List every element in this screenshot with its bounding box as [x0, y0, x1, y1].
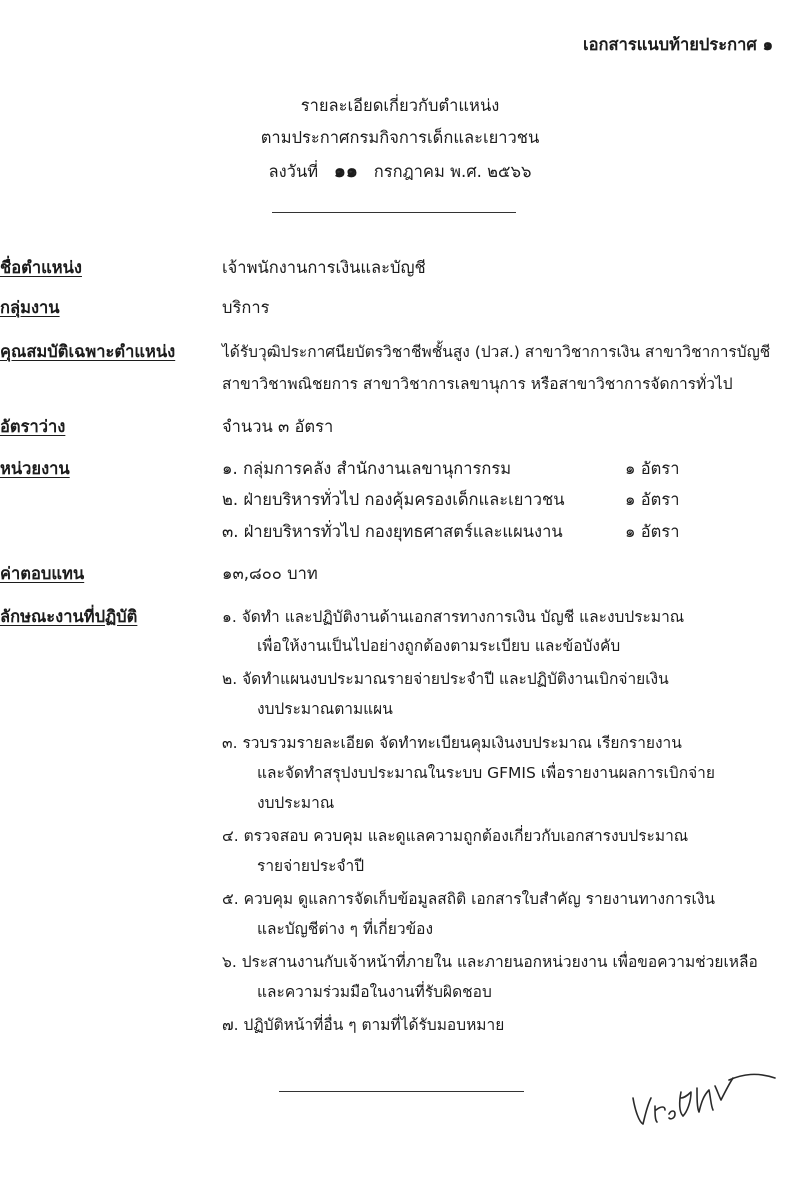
duty-item: ๒. จัดทำแผนงบประมาณรายจ่ายประจำปี และปฏิบัติงานเบิกจ่ายเงิน — [222, 670, 669, 688]
duty-item-cont: เพื่อให้งานเป็นไปอย่างถูกต้องตามระเบียบ และข้อบังคับ — [257, 637, 621, 655]
header-divider — [272, 212, 516, 213]
header-date — [0, 160, 800, 183]
duty-item: ๓. รวบรวมรายละเอียด จัดทำทะเบียนคุมเงินงบประมาณ เรียกรายงาน — [222, 734, 682, 752]
unit-name: ๒. ฝ่ายบริหารทั่วไป กองคุ้มครองเด็กและเยาวชน — [222, 490, 565, 509]
qualification-line: สาขาวิชาพณิชยการ สาขาวิชาการเลขานุการ หรือสาขาวิชาการจัดการทั่วไป — [222, 375, 733, 393]
group-value: บริการ — [222, 298, 270, 317]
handwritten-signature — [625, 1040, 785, 1130]
qualification-label: คุณสมบัติเฉพาะตำแหน่ง — [0, 342, 176, 361]
unit-name: ๓. ฝ่ายบริหารทั่วไป กองยุทธศาสตร์และแผนงาน — [222, 522, 563, 541]
date-month-year: กรกฎาคม พ.ศ. ๒๕๖๖ — [373, 162, 532, 181]
qualification-line: ได้รับวุฒิประกาศนียบัตรวิชาชีพชั้นสูง (ปวส.) สาขาวิชาการเงิน สาขาวิชาการบัญชี — [222, 343, 771, 361]
duty-item: ๖. ประสานงานกับเจ้าหน้าที่ภายใน และภายนอกหน่วยงาน เพื่อขอความช่วยเหลือ — [222, 953, 758, 971]
footer-divider — [279, 1091, 524, 1092]
duty-item: ๕. ควบคุม ดูแลการจัดเก็บข้อมูลสถิติ เอกสารใบสำคัญ รายงานทางการเงิน — [222, 890, 716, 908]
duty-item: ๔. ตรวจสอบ ควบคุม และดูแลความถูกต้องเกี่ยวกับเอกสารงบประมาณ — [222, 827, 689, 845]
duty-item: ๑. จัดทำ และปฏิบัติงานด้านเอกสารทางการเงิน บัญชี และงบประมาณ — [222, 608, 685, 626]
unit-rate: ๑ อัตรา — [625, 522, 680, 541]
date-prefix: ลงวันที่ — [268, 162, 319, 181]
header-title: รายละเอียดเกี่ยวกับตำแหน่ง — [300, 96, 500, 115]
group-label: กลุ่มงาน — [0, 298, 60, 317]
duty-item-cont: รายจ่ายประจำปี — [257, 857, 365, 875]
position-label: ชื่อตำแหน่ง — [0, 258, 82, 277]
duty-item: ๗. ปฏิบัติหน้าที่อื่น ๆ ตามที่ได้รับมอบหมาย — [222, 1016, 505, 1034]
units-label: หน่วยงาน — [0, 459, 70, 478]
duty-item-cont: งบประมาณ — [257, 794, 335, 812]
unit-rate: ๑ อัตรา — [625, 459, 680, 478]
date-day: ๑๑ — [333, 160, 358, 182]
unit-rate: ๑ อัตรา — [625, 490, 680, 509]
duty-item-cont: และบัญชีต่าง ๆ ที่เกี่ยวข้อง — [257, 920, 434, 938]
position-value: เจ้าพนักงานการเงินและบัญชี — [222, 258, 426, 277]
vacancy-value: จำนวน ๓ อัตรา — [222, 417, 334, 436]
duties-label: ลักษณะงานที่ปฏิบัติ — [0, 607, 138, 626]
compensation-label: ค่าตอบแทน — [0, 564, 85, 583]
header-subtitle: ตามประกาศกรมกิจการเด็กและเยาวชน — [260, 128, 540, 147]
compensation-value: ๑๓,๘๐๐ บาท — [222, 564, 318, 583]
unit-name: ๑. กลุ่มการคลัง สำนักงานเลขานุการกรม — [222, 459, 512, 478]
duty-item-cont: และจัดทำสรุปงบประมาณในระบบ GFMIS เพื่อรายงานผลการเบิกจ่าย — [257, 764, 715, 782]
annex-label: เอกสารแนบท้ายประกาศ ๑ — [583, 35, 774, 54]
vacancy-label: อัตราว่าง — [0, 417, 66, 436]
duty-item-cont: และความร่วมมือในงานที่รับผิดชอบ — [257, 983, 492, 1001]
duty-item-cont: งบประมาณตามแผน — [257, 700, 393, 718]
